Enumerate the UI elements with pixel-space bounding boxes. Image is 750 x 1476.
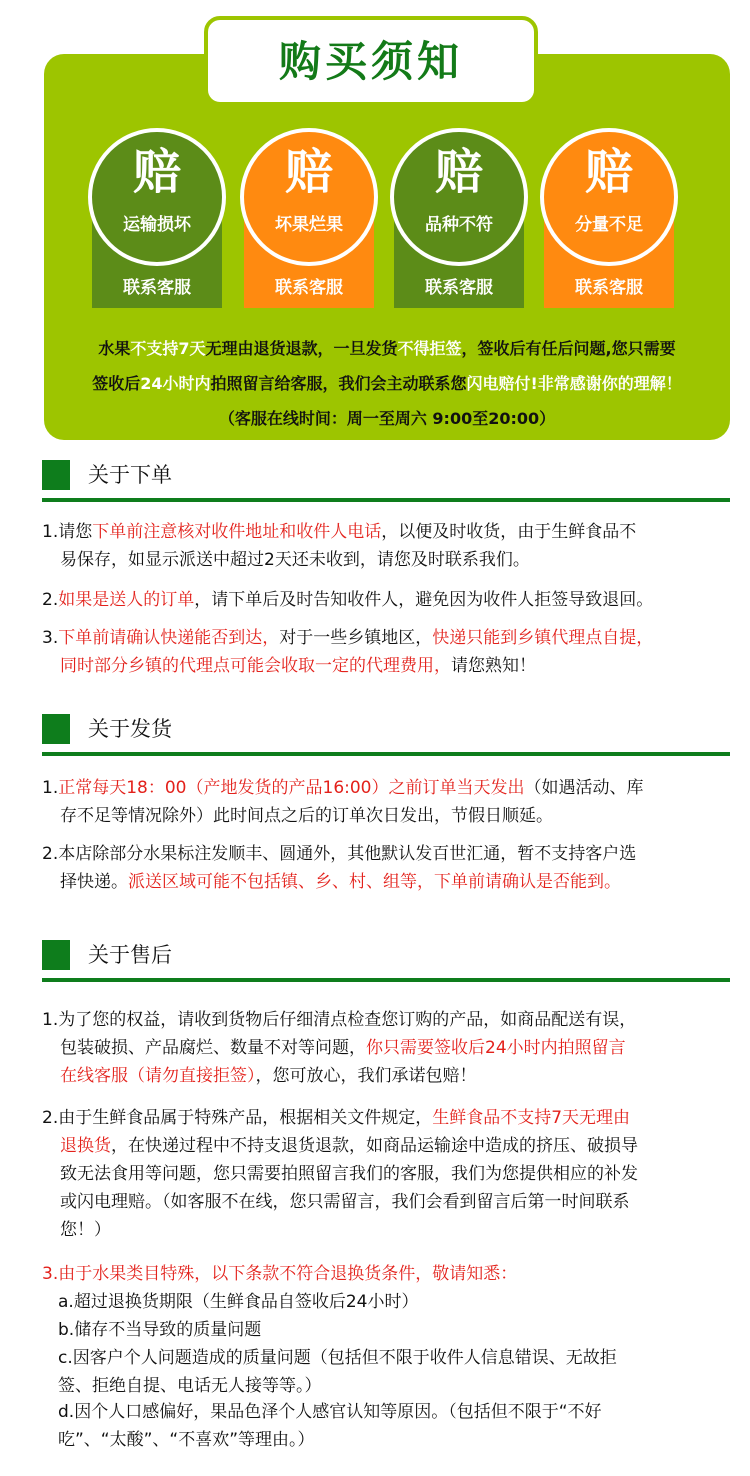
badge-label: 品种不符 [425, 215, 493, 235]
badge-short-weight [544, 128, 674, 308]
order-item-1: 1.请您下单前注意核对收件地址和收件人电话，以便及时收货，由于生鲜食品不 易保存，如显示派送中超过2天还未收到，请您及时联系我们。 [42, 522, 637, 570]
section-marker-icon [42, 940, 70, 970]
section-divider [42, 978, 730, 982]
order-item-3: 3.下单前请确认快递能否到达，对于一些乡镇地区，快递只能到乡镇代理点自提， 同时部分乡镇的代理点可能会收取一定的代理费用，请您熟知！ [42, 628, 654, 676]
badge-label: 分量不足 [575, 215, 643, 235]
order-item-2: 2.如果是送人的订单，请下单后及时告知收件人，避免因为收件人拒签导致退回。 [42, 590, 654, 610]
badge-contact: 联系客服 [425, 278, 493, 298]
badge-label: 运输损坏 [123, 215, 191, 235]
section-marker-icon [42, 714, 70, 744]
section-title: 关于售后 [88, 943, 172, 967]
notice-line-1: 水果不支持7天无理由退货退款，一旦发货不得拒签，签收后有任后问题,您只需要 [98, 339, 676, 358]
badge-label: 坏果烂果 [275, 215, 343, 235]
section-divider [42, 498, 730, 502]
title-box [204, 16, 538, 106]
ship-item-1: 1.正常每天18：00（产地发货的产品16:00）之前订单当天发出（如遇活动、库 存不足等情况除外）此时间点之后的订单次日发出，节假日顺延。 [42, 778, 644, 826]
section-divider [42, 752, 730, 756]
badge-big-text: 赔 [584, 144, 633, 200]
badge-wrong-variety [394, 128, 524, 308]
condition-c: c.因客户个人问题造成的质量问题（包括但不限于收件人信息错误、无故拒 签、拒绝自提、电话无人接等等。） [58, 1348, 617, 1396]
service-hours: （客服在线时间：周一至周六 9:00至20:00） [218, 409, 556, 428]
condition-a: a.超过退换货期限（生鲜食品自签收后24小时） [58, 1292, 419, 1312]
badge-big-text: 赔 [434, 144, 483, 200]
after-item-2: 2.由于生鲜食品属于特殊产品，根据相关文件规定，生鲜食品不支持7天无理由 退换货，在快递过程中不持支退货退款，如商品运输途中造成的挤压、破损导 致无法食用等问题，您只需要拍照留言我们的客服，我们为您提供相应的补发 或闪电理赔。（如客服不在线，您只需留言，我们会看到留言后第一时间联系 您！） [42, 1108, 638, 1240]
badge-contact: 联系客服 [275, 278, 343, 298]
badge-big-text: 赔 [132, 144, 181, 200]
section-shipping-header [42, 714, 730, 754]
section-title: 关于下单 [88, 463, 172, 487]
section-order-header [42, 460, 730, 500]
ship-item-2: 2.本店除部分水果标注发顺丰、圆通外，其他默认发百世汇通，暂不支持客户选 择快递。派送区域可能不包括镇、乡、村、组等，下单前请确认是否能到。 [42, 844, 637, 892]
condition-b: b.储存不当导致的质量问题 [58, 1320, 262, 1340]
section-marker-icon [42, 460, 70, 490]
badge-transport-damage [92, 128, 222, 308]
badge-big-text: 赔 [284, 144, 333, 200]
page-title: 购买须知 [278, 37, 463, 86]
section-aftersale-header [42, 940, 730, 980]
badge-contact: 联系客服 [123, 278, 191, 298]
after-item-3: 3.由于水果类目特殊，以下条款不符合退换货条件，敬请知悉： [42, 1264, 518, 1284]
badge-contact: 联系客服 [575, 278, 643, 298]
after-item-1: 1.为了您的权益，请收到货物后仔细清点检查您订购的产品，如商品配送有误， 包装破损、产品腐烂、数量不对等问题，你只需要签收后24小时内拍照留言 在线客服（请勿直接拒签），您可放心，我们承诺包赔！ [42, 1010, 637, 1086]
badge-bad-fruit [244, 128, 374, 308]
notice-line-2: 签收后24小时内拍照留言给客服，我们会主动联系您闪电赔付!非常感谢你的理解！ [92, 374, 682, 393]
section-title: 关于发货 [88, 717, 172, 741]
condition-d: d.因个人口感偏好，果品色泽个人感官认知等原因。（包括但不限于“不好 吃”、“太酸”、“不喜欢”等理由。） [58, 1402, 602, 1450]
